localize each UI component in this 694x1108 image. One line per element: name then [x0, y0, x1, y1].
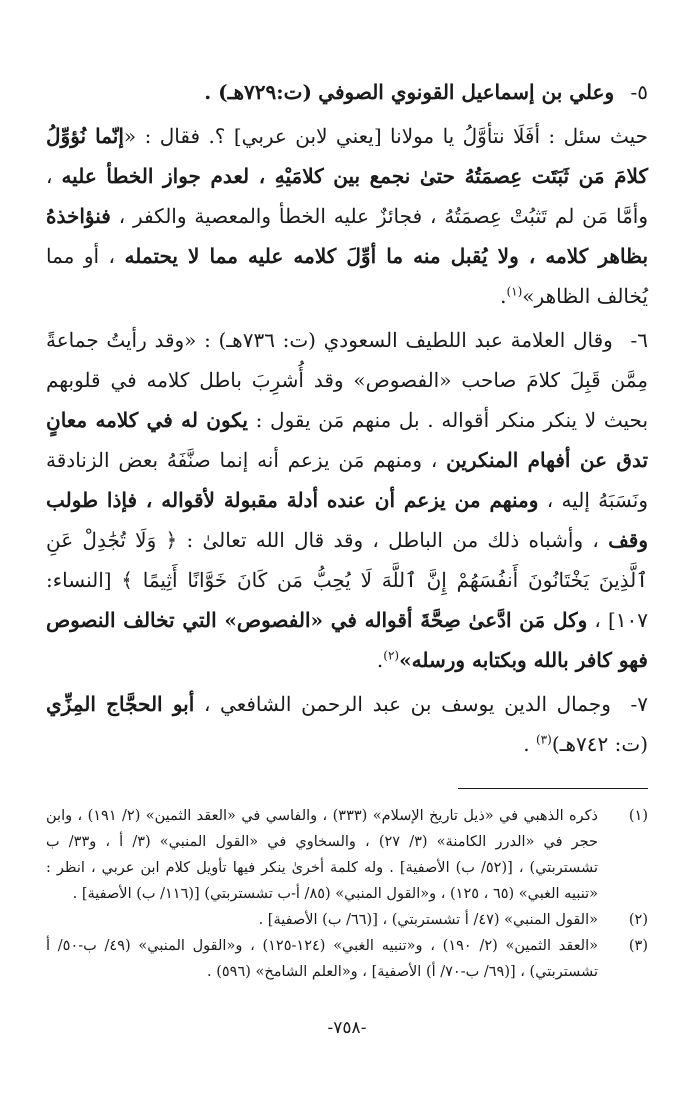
footnote-ref-1[interactable]: (١): [506, 284, 523, 299]
person-name: وعلي بن إسماعيل القونوي الصوفي: [318, 80, 615, 104]
footnote-number: (٢): [628, 912, 648, 928]
entry-6-text-2: ، ومنهم مَن يزعم أنه إنما صنَّفَهُ بعض الزنادقة ونَسَبَهُ إليه ،: [46, 448, 648, 512]
footnote-divider: [458, 788, 648, 789]
footnote-number: (١): [628, 808, 648, 824]
footnote-text: «القول المنبي» (٤٧/ أ تشستربتي) ، [(٦٦/ ب) الأصفية] .: [258, 912, 598, 928]
entry-number: ٦-: [630, 328, 648, 352]
quote-bold-1: إنّما نُؤوِّلُ كلامَ مَن ثَبَتَت عِصمَتُهُ حتىٰ نجمع بين كلامَيْهِ ، لعدم جواز الخطأ عليه: [46, 124, 648, 188]
entry-7: [46, 684, 648, 764]
footnote-1: [46, 803, 648, 907]
entry-6-text-1: وقال العلامة عبد اللطيف السعودي (ت: ٧٣٦هـ) : «وقد رأيتُ جماعةً مِمَّن قَبِلَ كلامَ صاحب «الفصوص» وقد أُشرِبَ باطل كلامه في قلوبهم بحيث لا ينكر منكر أقواله . بل منهم مَن يقول :: [46, 328, 649, 432]
entry-7-text-1: وجمال الدين يوسف بن عبد الرحمن الشافعي ،: [194, 692, 611, 716]
footnote-ref-2[interactable]: (٢): [383, 648, 400, 663]
quote-text-1: ، وأمَّا مَن لم تَثبُتْ عِصمَتُهُ ، فجائزٌ عليه الخطأ والمعصية والكفر ،: [46, 164, 648, 228]
footnote-number: (٣): [628, 938, 648, 954]
entry-6-bold-2: ومنهم من يزعم أن عنده أدلة مقبولة لأقواله ، فإذا طولب وقف: [46, 488, 648, 552]
entry-number: ٧-: [630, 692, 649, 716]
quote-text-2: ، أو مما يُخالف الظاهر»: [46, 244, 648, 308]
entry-5: [46, 72, 648, 112]
footnote-ref-3[interactable]: (٣): [535, 732, 552, 747]
quote-paragraph-1: حيث سئل : أفَلَا نتأوَّلُ يا مولانا [يعني لابن عربي] ؟. فقال : «إنّما نُؤوِّلُ كلامَ مَن ثَبَتَت عِصمَتُهُ حتىٰ نجمع بين كلامَيْهِ ، لعدم جواز الخطأ عليه ، وأمَّا مَن لم تَثبُتْ عِصمَتُهُ ، فجائزٌ عليه الخطأ والمعصية والكفر ، فنؤاخذهُ بظاهر كلامه ، ولا يُقبل منه ما أوِّلَ كلامه عليه مما لا يحتمله ، أو مما يُخالف الظاهر»$^{(١)}$.: [46, 124, 649, 308]
entry-6-text-3: ، وأشباه ذلك من الباطل ، وقد قال الله تعالىٰ : ﴿ وَلَا تُجَٰدِلْ عَنِ ٱلَّذِينَ يَخْتَانُونَ أَنفُسَهُمْ إِنَّ ٱللَّهَ لَا يُحِبُّ مَن كَانَ خَوَّانًا أَثِيمًا ﴾ [النساء: ١٠٧] ،: [46, 528, 648, 632]
death-date: (ت:٧٢٩هـ) .: [204, 80, 312, 104]
entry-6-bold-1: يكون له في كلامه معانٍ تدق عن أفهام المنكرين: [46, 408, 649, 472]
quote-intro: حيث سئل : أفَلَا نتأوَّلُ يا مولانا [يعني لابن عربي] ؟. فقال : «: [123, 124, 648, 148]
death-date: (ت: ٧٤٢هـ): [551, 732, 648, 756]
entry-6: ٦- وقال العلامة عبد اللطيف السعودي (ت: ٧٣٦هـ) : «وقد رأيتُ جماعةً مِمَّن قَبِلَ كلامَ صاحب «الفصوص» وقد أُشرِبَ باطل كلامه في قلوبهم بحيث لا ينكر منكر أقواله . بل منهم مَن يقول : يكون له في كلامه معانٍ تدق عن أفهام المنكرين ، ومنهم مَن يزعم أنه إنما صنَّفَهُ بعض الزنادقة ونَسَبَهُ إليه ، ومنهم من يزعم أن عنده أدلة مقبولة لأقواله ، فإذا طولب وقف ، وأشباه ذلك من الباطل ، وقد قال الله تعالىٰ : ﴿ وَلَا تُجَٰدِلْ عَنِ ٱلَّذِينَ يَخْتَانُونَ أَنفُسَهُمْ إِنَّ ٱللَّهَ لَا يُحِبُّ مَن كَانَ خَوَّانًا أَثِيمًا ﴾ [النساء: ١٠٧] ، وكل مَن ادَّعىٰ صِحَّةَ أقواله في «الفصوص» التي تخالف النصوص فهو كافر بالله وبكتابه ورسله»$^{(٢)}$.: [46, 320, 648, 680]
entry-6-bold-3: وكل مَن ادَّعىٰ صِحَّةَ أقواله في «الفصوص» التي تخالف النصوص فهو كافر بالله وبكتابه ورسله»: [46, 608, 648, 672]
entry-number: ٥-: [630, 80, 648, 104]
footnote-3: [46, 933, 648, 985]
page-number: -٧٥٨-: [327, 1018, 367, 1038]
footnote-text: ذكره الذهبي في «ذيل تاريخ الإسلام» (٣٣٣) ، والفاسي في «العقد الثمين» (٢/ ١٩١) ، وابن حجر في «الدرر الكامنة» (٣/ ٢٧) ، والسخاوي في «القول المنبي» (٣/ أ ، و٣٣/ ب تشستربتي) ، [(٥٢/ ب) الأصفية] . وله كلمة أخرىٰ ينكر فيها تأويل كلام ابن عربي ، انظر : «تنبيه الغبي» (٦٥ ، ١٢٥) ، و«القول المنبي» (٨٥/ أ-ب تشستربتي) [(١١٦/ ب) الأصفية] .: [46, 808, 598, 902]
footnote-text: «العقد الثمين» (٢/ ١٩٠) ، و«تنبيه الغبي» (١٢٤-١٢٥) ، و«القول المنبي» (٤٩/ ب-٥٠/ أ تشستربتي) ، [(٦٩/ ب-٧٠/ أ) الأصفية] ، و«العلم الشامخ» (٥٩٦) .: [46, 938, 599, 980]
entry-7-bold-name: أبو الحجَّاج المِزِّي: [46, 692, 195, 716]
footnote-2: [46, 907, 648, 933]
quote-bold-2: فنؤاخذهُ بظاهر كلامه ، ولا يُقبل منه ما أوِّلَ كلامه عليه مما لا يحتمله: [46, 204, 649, 268]
entry-7-end: .: [523, 732, 536, 756]
